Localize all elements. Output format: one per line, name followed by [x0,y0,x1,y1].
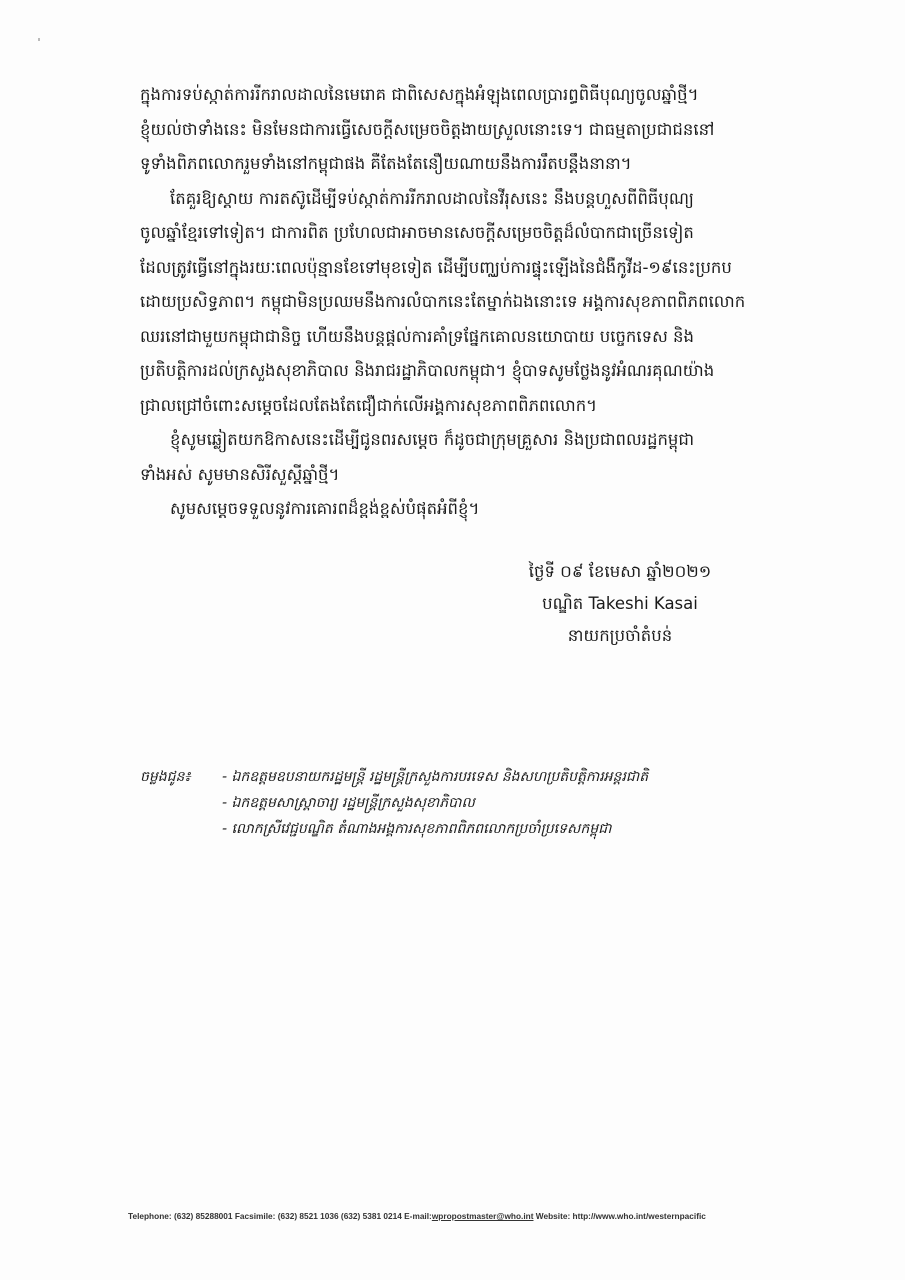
letter-body [140,78,770,527]
cc-item: - ឯកឧត្តមសាស្ត្រាចារ្យ រដ្ឋមន្ត្រីក្រសួងសុខាភិបាល [222,795,475,811]
cc-list [140,764,780,842]
body-line: ដោយប្រសិទ្ធភាព។ កម្ពុជាមិនប្រឈមនឹងការលំបាកនេះតែម្នាក់ឯងនោះទេ អង្គការសុខភាពពិភពលោក [140,292,746,311]
footer-email-link[interactable]: wpropostmaster@who.int [431,1211,534,1221]
body-line: ចូលឆ្នាំខ្មែរទៅទៀត។ ជាការពិត ប្រហែលជាអាចមានសេចក្តីសម្រេចចិត្តដ៏លំបាកជាច្រើនទៀត [140,223,694,242]
cc-row [140,790,780,816]
footer-facsimile: Facsimile: (632) 8521 1036 (632) 5381 0214 [234,1211,402,1221]
footer-website[interactable]: Website: http://www.who.int/westernpacific [535,1211,706,1221]
cc-label: ចម្លងជូន៖ [140,769,191,785]
body-line: ទាំងអស់ សូមមានសិរីសួស្តីឆ្នាំថ្មី។ [140,464,340,484]
footer-telephone: Telephone: (632) 85288001 [128,1211,233,1221]
footer-contact [128,1211,768,1221]
cc-label-spacer [140,816,222,842]
body-line: ប្រតិបត្តិការដល់ក្រសួងសុខាភិបាល និងរាជរដ្ឋាភិបាលកម្ពុជា។ ខ្ញុំបាទសូមថ្លែងនូវអំណរគុណយ៉ាង [140,361,715,380]
cc-item: - ឯកឧត្តមឧបនាយករដ្ឋមន្ត្រី រដ្ឋមន្ត្រីក្រសួងការបរទេស និងសហប្រតិបត្តិការអន្តរជាតិ [222,769,649,785]
signature-block [470,556,770,652]
closing-line: សូមសម្តេចទទួលនូវការគោរពដ៏ខ្ពង់ខ្ពស់បំផុតអំពីខ្ញុំ។ [170,499,480,518]
body-line: ខ្ញុំសូមឆ្លៀតយកឱកាសនេះដើម្បីជូនពរសម្តេច ក៏ដូចជាក្រុមគ្រួសារ និងប្រជាពលរដ្ឋកម្ពុជា [170,430,695,449]
body-line: ខ្ញុំយល់ថាទាំងនេះ មិនមែនជាការធ្វើសេចក្តីសម្រេចចិត្តងាយស្រួលនោះទេ។ ជាធម្មតាប្រជាជននៅ [140,119,715,139]
signatory-title: នាយកប្រចាំតំបន់ [567,626,673,645]
cc-row [140,764,780,790]
cc-item: - លោកស្រីវេជ្ជបណ្ឌិត តំណាងអង្គការសុខភាពពិភពលោកប្រចាំប្រទេសកម្ពុជា [222,821,612,837]
scan-mark [38,38,40,41]
signatory-name: បណ្ឌិត Takeshi Kasai [542,594,698,613]
cc-row [140,816,780,842]
body-line: ទូទាំងពិភពលោករួមទាំងនៅកម្ពុជាផង គឺតែងតែនឿយណាយនឹងការរឹតបន្តឹងនានា។ [140,154,632,173]
body-line: ជ្រាលជ្រៅចំពោះសម្តេចដែលតែងតែជឿជាក់លើអង្គការសុខភាពពិភពលោក។ [140,395,598,415]
body-line: ដែលត្រូវធ្វើនៅក្នុងរយៈពេលប៉ុន្មានខែទៅមុខទៀត ដើម្បីបញ្ឈប់ការផ្ទុះឡើងនៃជំងឺកូវីដ-១៩នេះប្រកប [140,257,732,277]
footer-email-label: E-mail: [404,1211,432,1221]
letter-date: ថ្ងៃទី ០៩ ខែមេសា ឆ្នាំ២០២១ [528,562,712,581]
body-line: តែគួរឱ្យស្តាយ ការតស៊ូដើម្បីទប់ស្កាត់ការរីករាលដាលនៃវីរុសនេះ នឹងបន្តហួសពីពិធីបុណ្យ [170,188,694,208]
cc-label-spacer [140,790,222,816]
body-line: ឈរនៅជាមួយកម្ពុជាជានិច្ច ហើយនឹងបន្តផ្តល់ការគាំទ្រផ្នែកគោលនយោបាយ បច្ចេកទេស និង [140,326,694,346]
body-line: ក្នុងការទប់ស្កាត់ការរីករាលដាលនៃមេរោគ ជាពិសេសក្នុងអំឡុងពេលប្រារព្ធពិធីបុណ្យចូលឆ្នាំថ្មី។ [140,85,699,104]
